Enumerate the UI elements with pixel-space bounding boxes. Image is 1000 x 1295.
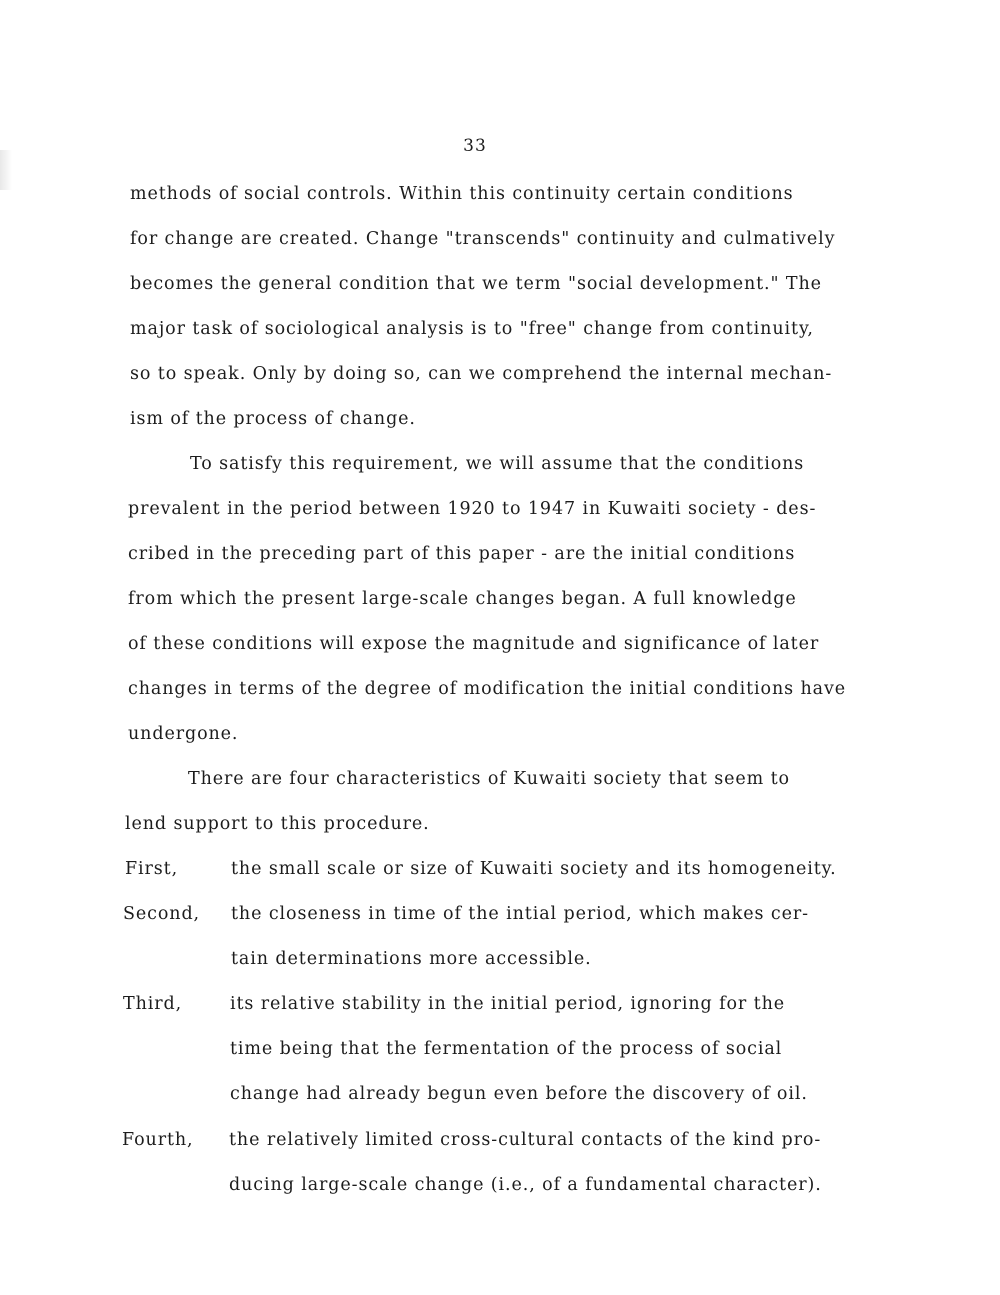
paragraph-1-line: becomes the general condition that we term "social development." The (130, 274, 822, 294)
list-item-line: tain determinations more accessible. (231, 949, 592, 969)
paragraph-2-line: of these conditions will expose the magnitude and significance of later (128, 634, 820, 654)
list-item-line: the closeness in time of the intial period, which makes cer- (231, 904, 809, 924)
paragraph-2-line: changes in terms of the degree of modification the initial conditions have (128, 679, 847, 699)
list-item-line: its relative stability in the initial period, ignoring for the (230, 994, 786, 1014)
list-item-line: ducing large-scale change (i.e., of a fundamental character). (229, 1175, 822, 1195)
scan-smudge (0, 150, 12, 190)
paragraph-1-line: methods of social controls. Within this continuity certain conditions (130, 184, 794, 204)
paragraph-2-line: prevalent in the period between 1920 to 1947 in Kuwaiti society - des- (128, 499, 817, 519)
paragraph-1-line: major task of sociological analysis is to "free" change from continuity, (130, 319, 814, 339)
list-item-label: Second, (123, 904, 201, 924)
paragraph-2-line: To satisfy this requirement, we will assume that the conditions (190, 454, 805, 474)
page-number: 33 (463, 136, 487, 156)
paragraph-3-line: There are four characteristics of Kuwaiti society that seem to (188, 769, 790, 789)
list-item-line: the relatively limited cross-cultural contacts of the kind pro- (229, 1130, 822, 1150)
list-item-label: Third, (123, 994, 183, 1014)
list-item-line: time being that the fermentation of the process of social (230, 1039, 783, 1059)
paragraph-2-line: undergone. (128, 724, 239, 744)
list-item-label: Fourth, (122, 1130, 194, 1150)
paragraph-1-line: so to speak. Only by doing so, can we comprehend the internal mechan- (130, 364, 833, 384)
list-item-label: First, (125, 859, 179, 879)
paragraph-2-line: cribed in the preceding part of this paper - are the initial conditions (128, 544, 796, 564)
paragraph-1-line: for change are created. Change "transcends" continuity and culmatively (130, 229, 836, 249)
list-item-line: change had already begun even before the discovery of oil. (230, 1084, 808, 1104)
list-item-line: the small scale or size of Kuwaiti society and its homogeneity. (231, 859, 837, 879)
paragraph-3-line: lend support to this procedure. (125, 814, 430, 834)
paragraph-1-line: ism of the process of change. (130, 409, 416, 429)
paragraph-2-line: from which the present large-scale changes began. A full knowledge (128, 589, 797, 609)
